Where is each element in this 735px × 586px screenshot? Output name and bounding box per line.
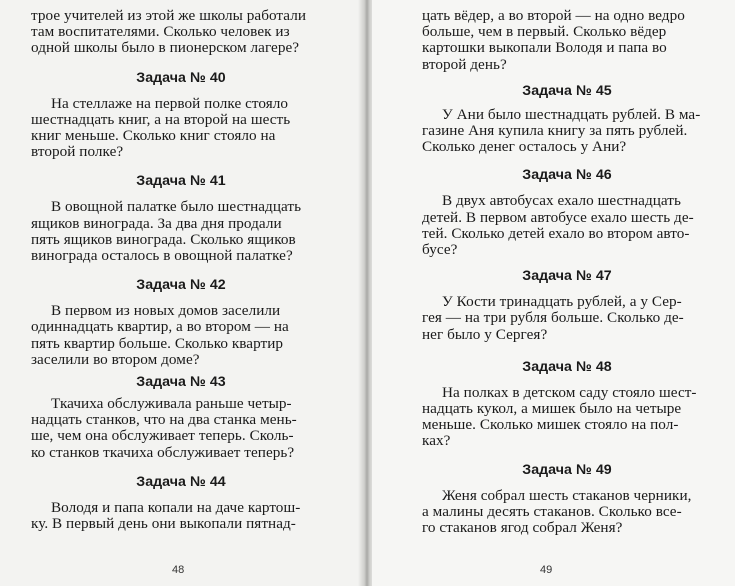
problem-heading: Задача № 43 xyxy=(136,374,226,391)
text-line: тей. Сколько детей ехало во втором авто- xyxy=(422,224,690,242)
text-line: картошки выкопали Володя и папа во xyxy=(422,39,667,57)
problem-heading: Задача № 48 xyxy=(522,358,612,375)
text-line: бусе? xyxy=(422,241,458,259)
text-line: Ткачиха обслуживала раньше четыр- xyxy=(51,395,292,413)
problem-heading: Задача № 42 xyxy=(136,277,226,294)
text-line: а малины десять стаканов. Сколько все- xyxy=(422,502,682,520)
text-line: заселили во втором доме? xyxy=(31,350,200,368)
text-line: пять квартир больше. Сколько квартир xyxy=(31,334,284,352)
text-line: шестнадцать книг, а на второй на шесть xyxy=(31,110,291,128)
right-page xyxy=(372,0,735,586)
text-line: трое учителей из этой же школы работали xyxy=(31,7,307,24)
left-page-text xyxy=(31,8,331,532)
text-line: ше, чем она обслуживает теперь. Сколь- xyxy=(31,427,294,445)
left-page xyxy=(0,0,362,586)
text-line: На стеллаже на первой полке стояло xyxy=(51,94,289,112)
problem-heading: Задача № 44 xyxy=(136,473,226,490)
text-line: В двух автобусах ехало шестнадцать xyxy=(442,192,681,210)
text-line: книг меньше. Сколько книг стояло на xyxy=(31,127,276,145)
text-line: Володя и папа копали на даче картош- xyxy=(51,498,301,516)
text-line: газине Аня купила книгу за пять рублей. xyxy=(422,122,688,140)
page-number: 48 xyxy=(172,564,185,576)
text-line: одной школы было в пионерском лагере? xyxy=(31,39,300,57)
text-line: ку. В первый день они выкопали пятнад- xyxy=(31,515,296,533)
problem-heading: Задача № 49 xyxy=(522,461,612,478)
problem-heading: Задача № 45 xyxy=(522,82,612,99)
text-line: цать вёдер, а во второй — на одно ведро xyxy=(422,7,685,24)
text-line: винограда осталось в овощной палатке? xyxy=(31,247,293,265)
text-line: На полках в детском саду стояло шест- xyxy=(442,383,697,401)
text-line: одиннадцать квартир, а во втором — на xyxy=(31,318,289,336)
problem-heading: Задача № 40 xyxy=(136,69,226,86)
text-line: надцать станков, что на два станка мень- xyxy=(31,411,297,429)
text-line: Женя собрал шесть стаканов черники, xyxy=(442,486,692,504)
text-line: меньше. Сколько мишек стояло на пол- xyxy=(422,416,679,434)
text-line: ках? xyxy=(422,432,451,450)
problem-heading: Задача № 46 xyxy=(522,167,612,184)
text-line: ко станков ткачиха обслуживает теперь? xyxy=(31,443,295,461)
text-line: детей. В первом автобусе ехало шесть де- xyxy=(422,208,694,226)
text-line: там воспитателями. Сколько человек из xyxy=(31,23,290,41)
page-number: 49 xyxy=(540,564,553,576)
problem-heading: Задача № 47 xyxy=(522,268,612,285)
text-line: гея — на три рубля больше. Сколько де- xyxy=(422,309,684,327)
text-line: второй день? xyxy=(422,55,507,73)
text-line: надцать кукол, а мишек было на четыре xyxy=(422,400,682,418)
text-line: больше, чем в первый. Сколько вёдер xyxy=(422,23,667,41)
text-line: В овощной палатке было шестнадцать xyxy=(51,198,302,216)
text-line: го стаканов ягод собрал Женя? xyxy=(422,519,623,537)
text-line: У Кости тринадцать рублей, а у Сер- xyxy=(442,293,682,311)
right-page-text xyxy=(422,8,712,536)
text-line: второй полке? xyxy=(31,143,124,161)
text-line: В первом из новых домов заселили xyxy=(51,302,281,320)
text-line: ящиков винограда. За два дня продали xyxy=(31,214,282,232)
text-line: Сколько денег осталось у Ани? xyxy=(422,138,627,156)
text-line: У Ани было шестнадцать рублей. В ма- xyxy=(442,105,701,123)
problem-heading: Задача № 41 xyxy=(136,173,226,190)
text-line: нег было у Сергея? xyxy=(422,325,548,343)
text-line: пять ящиков винограда. Сколько ящиков xyxy=(31,230,296,248)
